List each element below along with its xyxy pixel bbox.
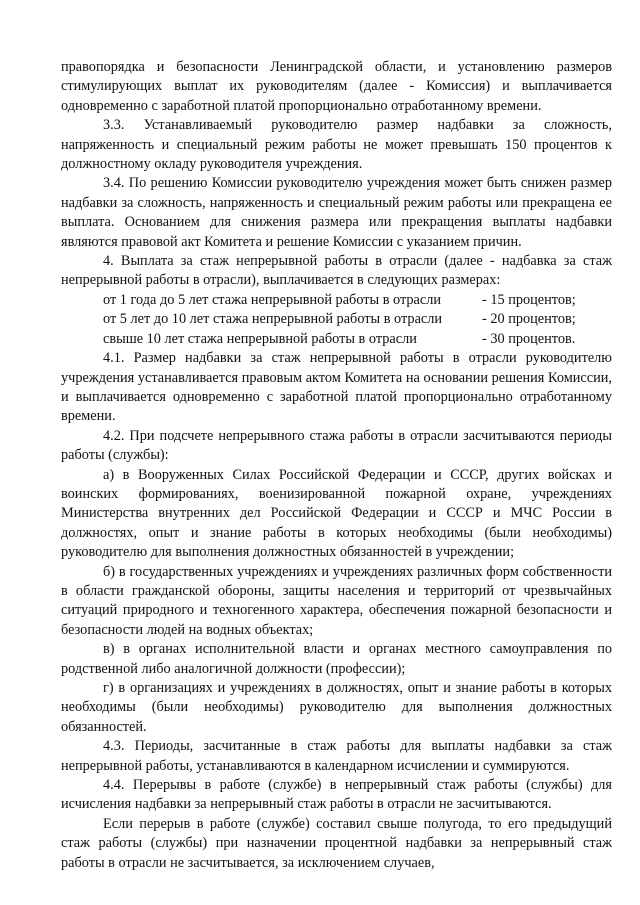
paragraph-4-4: 4.4. Перерывы в работе (службе) в непрерывный стаж работы (службы) для исчисления надбавки за непрерывный стаж работы в отрасли не засчитываются. [61, 777, 612, 813]
paragraph-4-2: 4.2. При подсчете непрерывного стажа работы в отрасли засчитываются периоды работы (службы): [61, 427, 612, 464]
rate-label: от 5 лет до 10 лет стажа непрерывной работы в отрасли [103, 311, 443, 328]
paragraph-4-2-b: б) в государственных учреждениях и учреждениях различных форм собственности в области гражданской обороны, защиты населения и территорий от чрезвычайных ситуаций природного и техногенного характера, обеспечения пожарной безопасности и безопасности людей на водных объектах; [61, 563, 612, 638]
paragraph-4-1: 4.1. Размер надбавки за стаж непрерывной работы в отрасли руководителю учреждения устанавливается правовым актом Комитета на основании решения Комиссии, и выплачивается одновременно с заработной платой пропорционально отработанному времени. [61, 350, 612, 425]
rate-label: свыше 10 лет стажа непрерывной работы в отрасли [103, 330, 417, 347]
paragraph-4-2-v: в) в органах исполнительной власти и органах местного самоуправления по родственной либо аналогичной должности (профессии); [61, 641, 612, 677]
paragraph-4-3: 4.3. Периоды, засчитанные в стаж работы для выплаты надбавки за стаж непрерывной работы, устанавливаются в календарном исчислении и суммируются. [61, 738, 612, 774]
paragraph-4: 4. Выплата за стаж непрерывной работы в отрасли (далее - надбавка за стаж непрерывной работы в отрасли), выплачивается в следующих размерах: [61, 253, 612, 289]
rate-value: - 15 процентов; [482, 291, 576, 308]
rate-value: - 20 процентов; [482, 311, 576, 328]
paragraph-continuation: правопорядка и безопасности Ленинградской области, и установлению размеров стимулирующих выплат их руководителям (далее - Комиссия) и выплачивается одновременно с заработной платой пропорционально отработанному времени. [61, 59, 612, 114]
paragraph-3-3: 3.3. Устанавливаемый руководителю размер надбавки за сложность, напряженность и специальный режим работы не может превышать 150 процентов к должностному окладу руководителя учреждения. [61, 117, 612, 173]
paragraph-4-2-a: а) в Вооруженных Силах Российской Федерации и СССР, других войсках и воинских формированиях, военизированной пожарной охране, учреждениях Министерства внутренних дел Российской Федерации и СССР и МЧС России в должностях, опыт и знание работы в которых необходимы (были необходимы) руководителю для выполнения должностных обязанностей в учреждении; [61, 466, 612, 561]
paragraph-3-4: 3.4. По решению Комиссии руководителю учреждения может быть снижен размер надбавки за сложность, напряженность и специальный режим работы или прекращена ее выплата. Основанием для снижения размера или прекращения выплаты надбавки являются правовой акт Комитета и решение Комиссии с указанием причин. [61, 175, 612, 250]
rate-label: от 1 года до 5 лет стажа непрерывной работы в отрасли [103, 291, 442, 308]
rate-row [61, 330, 612, 349]
rate-value: - 30 процентов. [482, 330, 576, 347]
rate-row [61, 310, 612, 329]
paragraph-break-rule: Если перерыв в работе (службе) составил свыше полугода, то его предыдущий стаж работы (службы) при назначении процентной надбавки за непрерывный стаж работы в отрасли не засчитывается, за исключением случаев, [61, 815, 612, 871]
rate-row [61, 291, 612, 310]
paragraph-4-2-g: г) в организациях и учреждениях в должностях, опыт и знание работы в которых необходимы (были необходимы) руководителю для выполнения должностных обязанностей. [61, 680, 612, 735]
